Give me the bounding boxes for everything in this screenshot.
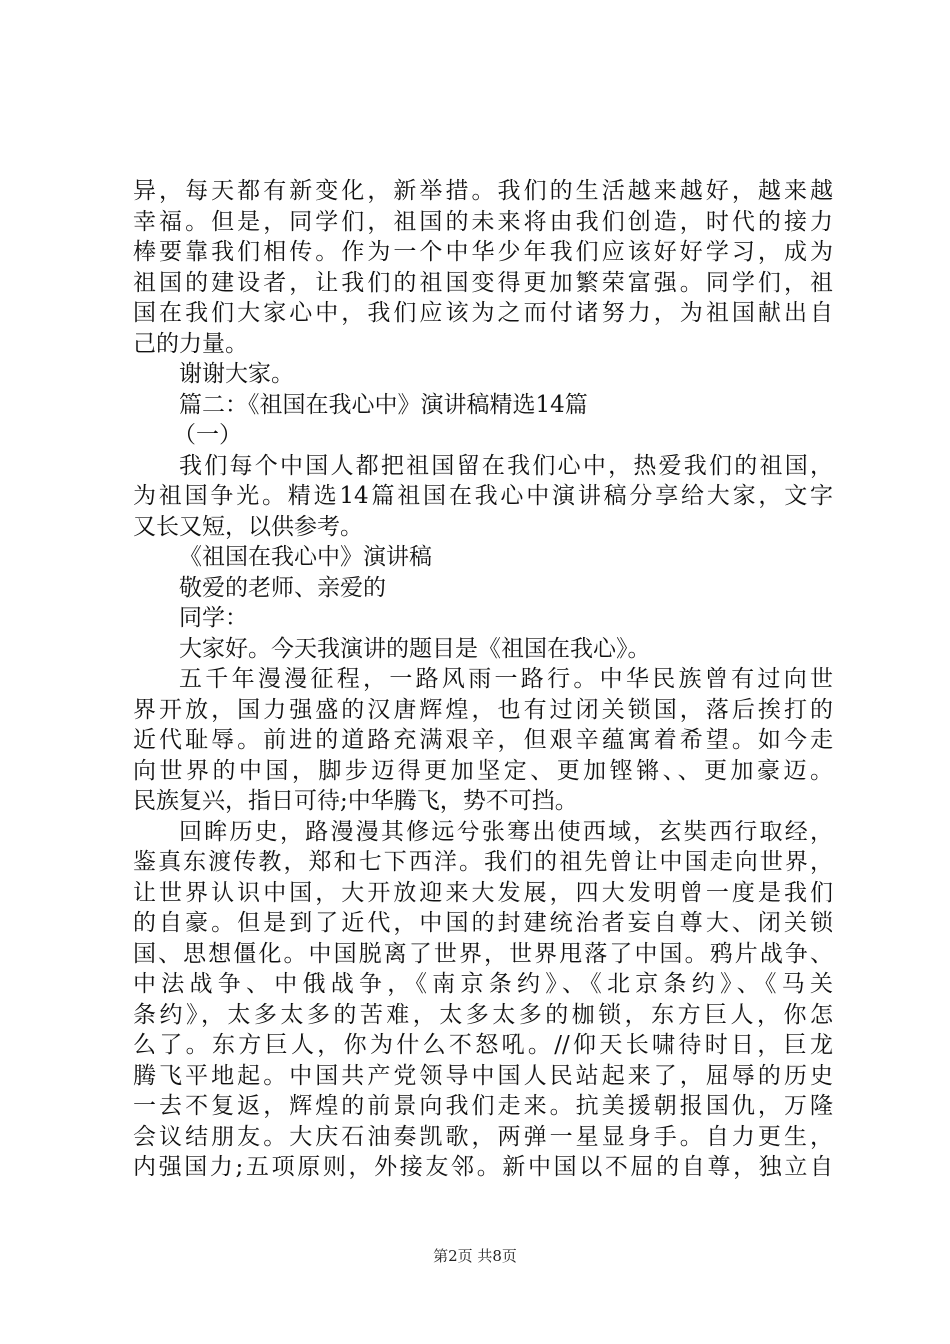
document-body: [133, 176, 833, 1183]
text-line: 五千年漫漫征程，一路风雨一路行。中华民族曾有过向世: [179, 666, 833, 692]
text-line: 界开放，国力强盛的汉唐辉煌，也有过闭关锁国，落后挨打的: [133, 696, 833, 723]
text-line: 鉴真东渡传教，郑和七下西洋。我们的祖先曾让中国走向世界，: [133, 849, 833, 875]
text-line: 异，每天都有新变化，新举措。我们的生活越来越好，越来越: [133, 178, 833, 204]
text-line: 么了。东方巨人，你为什么不怒吼。//仰天长啸待时日，巨龙: [133, 1032, 833, 1058]
text-line: 民族复兴，指日可待;中华腾飞，势不可挡。: [133, 788, 578, 814]
text-line: 棒要靠我们相传。作为一个中华少年我们应该好好学习，成为: [133, 239, 833, 265]
text-line: 条约》，太多太多的苦难，太多太多的枷锁，东方巨人，你怎: [133, 1001, 833, 1028]
text-line: 回眸历史，路漫漫其修远兮张骞出使西域，玄奘西行取经，: [179, 818, 833, 845]
text-line: 让世界认识中国，大开放迎来大发展，四大发明曾一度是我们: [133, 879, 833, 906]
speech-title: 《祖国在我心中》演讲稿: [179, 544, 432, 570]
section-heading: 篇二：《祖国在我心中》演讲稿精选14篇: [179, 391, 588, 418]
page-number: 第2页 共8页: [433, 1247, 517, 1265]
text-line: 的自豪。但是到了近代，中国的封建统治者妄自尊大、闭关锁: [133, 910, 833, 936]
text-line: 祖国的建设者，让我们的祖国变得更加繁荣富强。同学们，祖: [133, 269, 833, 296]
text-line: 谢谢大家。: [179, 361, 294, 387]
salutation: 敬爱的老师、亲爱的: [179, 574, 386, 601]
text-line: 向世界的中国，脚步迈得更加坚定、更加铿锵、、更加豪迈。: [133, 757, 833, 784]
text-line: 内强国力;五项原则，外接友邻。新中国以不屈的自尊，独立自: [133, 1154, 833, 1180]
text-line: 幸福。但是，同学们，祖国的未来将由我们创造，时代的接力: [133, 208, 833, 235]
text-line: 腾飞平地起。中国共产党领导中国人民站起来了，屈辱的历史: [133, 1062, 833, 1089]
text-line: 己的力量。: [133, 330, 248, 357]
text-line: 为祖国争光。精选14篇祖国在我心中演讲稿分享给大家，文字: [133, 483, 833, 509]
text-line: 国在我们大家心中，我们应该为之而付诸努力，为祖国献出自: [133, 300, 833, 326]
text-line: 大家好。今天我演讲的题目是《祖国在我心》。: [179, 635, 651, 662]
text-line: 国、思想僵化。中国脱离了世界，世界甩落了中国。鸦片战争、: [133, 940, 833, 967]
text-line: 一去不复返，辉煌的前景向我们走来。抗美援朝报国仇，万隆: [133, 1093, 833, 1119]
salutation: 同学：: [179, 605, 248, 631]
text-line: 我们每个中国人都把祖国留在我们心中，热爱我们的祖国，: [179, 452, 833, 479]
text-line: 近代耻辱。前进的道路充满艰辛，但艰辛蕴寓着希望。如今走: [133, 727, 833, 753]
text-line: 中法战争、中俄战争，《南京条约》、《北京条约》、《马关: [133, 971, 833, 997]
text-line: 会议结朋友。大庆石油奏凯歌，两弹一星显身手。自力更生，: [133, 1123, 833, 1150]
subsection-label: （一）: [173, 422, 242, 448]
text-line: 又长又短，以供参考。: [133, 513, 363, 540]
